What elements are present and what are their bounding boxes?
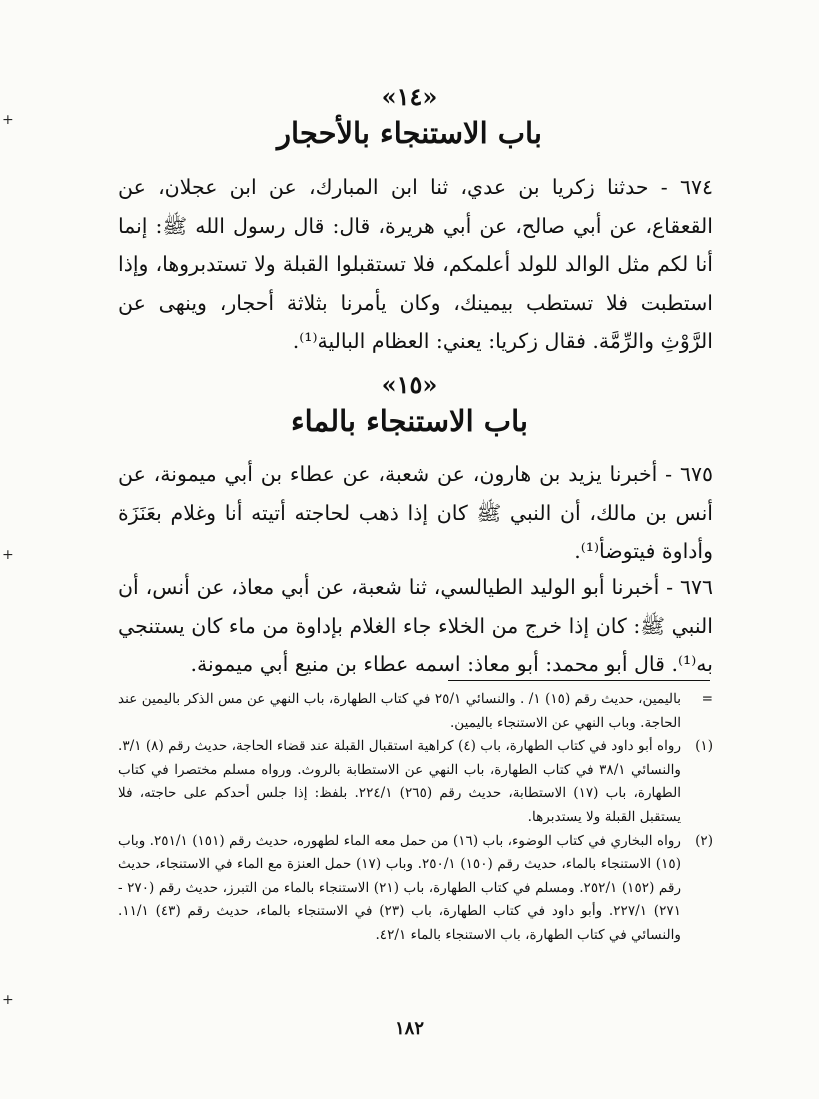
footnote-separator	[448, 680, 710, 681]
page-number: ١٨٢	[394, 1018, 424, 1039]
margin-mark: +	[2, 992, 14, 1008]
section-title-14: باب الاستنجاء بالأحجار	[277, 116, 542, 150]
hadith-676: ٦٧٦ - أخبرنا أبو الوليد الطيالسي، ثنا شعبة، عن أبي معاذ، عن أنس، أن النبي ﷺ: كان إذا خرج من الخلاء جاء الغلام بإداوة من ماء كان يستنجي به⁽¹⁾. قال أبو محمد: أبو معاذ: اسمه عطاء بن منيع أبي ميمونة.	[118, 575, 713, 676]
margin-mark: +	[2, 112, 14, 128]
footnote-1	[118, 735, 713, 829]
footnote-label: (١)	[695, 738, 713, 755]
section-number-14: «١٤»	[381, 82, 438, 111]
hadith-675: ٦٧٥ - أخبرنا يزيد بن هارون، عن شعبة، عن عطاء بن أبي ميمونة، عن أنس بن مالك، أن النبي ﷺ كان إذا ذهب لحاجته أتيته أنا وغلام بعَنَزَة وأداوة فيتوضأ⁽¹⁾.	[118, 462, 713, 563]
section-number-15: «١٥»	[381, 370, 438, 399]
section-title-15: باب الاستنجاء بالماء	[291, 404, 528, 438]
footnotes	[118, 688, 713, 948]
footnote-text: رواه البخاري في كتاب الوضوء، باب (١٦) من حمل معه الماء لطهوره، حديث رقم (١٥١) ٢٥١/١. وباب (١٥) الاستنجاء بالماء، حديث رقم (١٥٠) ٢٥٠/١. وباب (١٧) حمل العنزة مع الماء في الاستنجاء، حديث رقم (١٥٢) ٢٥٢/١. ومسلم في كتاب الطهارة، باب (٢١) الاستنجاء بالماء من التبرز، حديث رقم (٢٧٠ - ٢٧١) ٢٢٧/١. وأبو داود في كتاب الطهارة، باب (٢٣) في الاستنجاء بالماء، حديث رقم (٤٣) ١١/١. والنسائي في كتاب الطهارة، باب الاستنجاء بالماء ٤٢/١.	[118, 832, 682, 943]
hadith-674: ٦٧٤ - حدثنا زكريا بن عدي، ثنا ابن المبارك، عن ابن عجلان، عن القعقاع، عن أبي صالح، عن أبي هريرة، قال: قال رسول الله ﷺ: إنما أنا لكم مثل الوالد للولد أعلمكم، فلا تستقبلوا القبلة ولا تستدبروها، وإذا استطبت فلا تستطب بيمينك، وكان يأمرنا بثلاثة أحجار، وينهى عن الرَّوْثِ والرِّمَّة. فقال زكريا: يعني: العظام البالية⁽¹⁾.	[118, 175, 713, 353]
footnote-text: باليمين، حديث رقم (١٥) ١/ . والنسائي ٢٥/١ في كتاب الطهارة، باب النهي عن مس الذكر باليمين عند الحاجة. وباب النهي عن الاستنجاء باليمين.	[118, 691, 681, 731]
footnote-label: (٢)	[695, 832, 713, 849]
footnote-continued	[118, 688, 713, 735]
footnote-label: =	[701, 691, 713, 707]
footnote-2	[118, 830, 713, 948]
margin-mark: +	[2, 547, 14, 563]
footnote-text: رواه أبو داود في كتاب الطهارة، باب (٤) كراهية استقبال القبلة عند قضاء الحاجة، حديث رقم (٨) ٣/١. والنسائي ٣٨/١ في كتاب الطهارة، باب النهي عن الاستطابة بالروث. ورواه مسلم مختصرا في كتاب الطهارة، باب (١٧) الاستطابة، حديث رقم (٢٦٥) ٢٢٤/١. بلفظ: إذا جلس أحدكم على حاجته، فلا يستقبل القبلة ولا يستدبرها.	[118, 738, 682, 825]
